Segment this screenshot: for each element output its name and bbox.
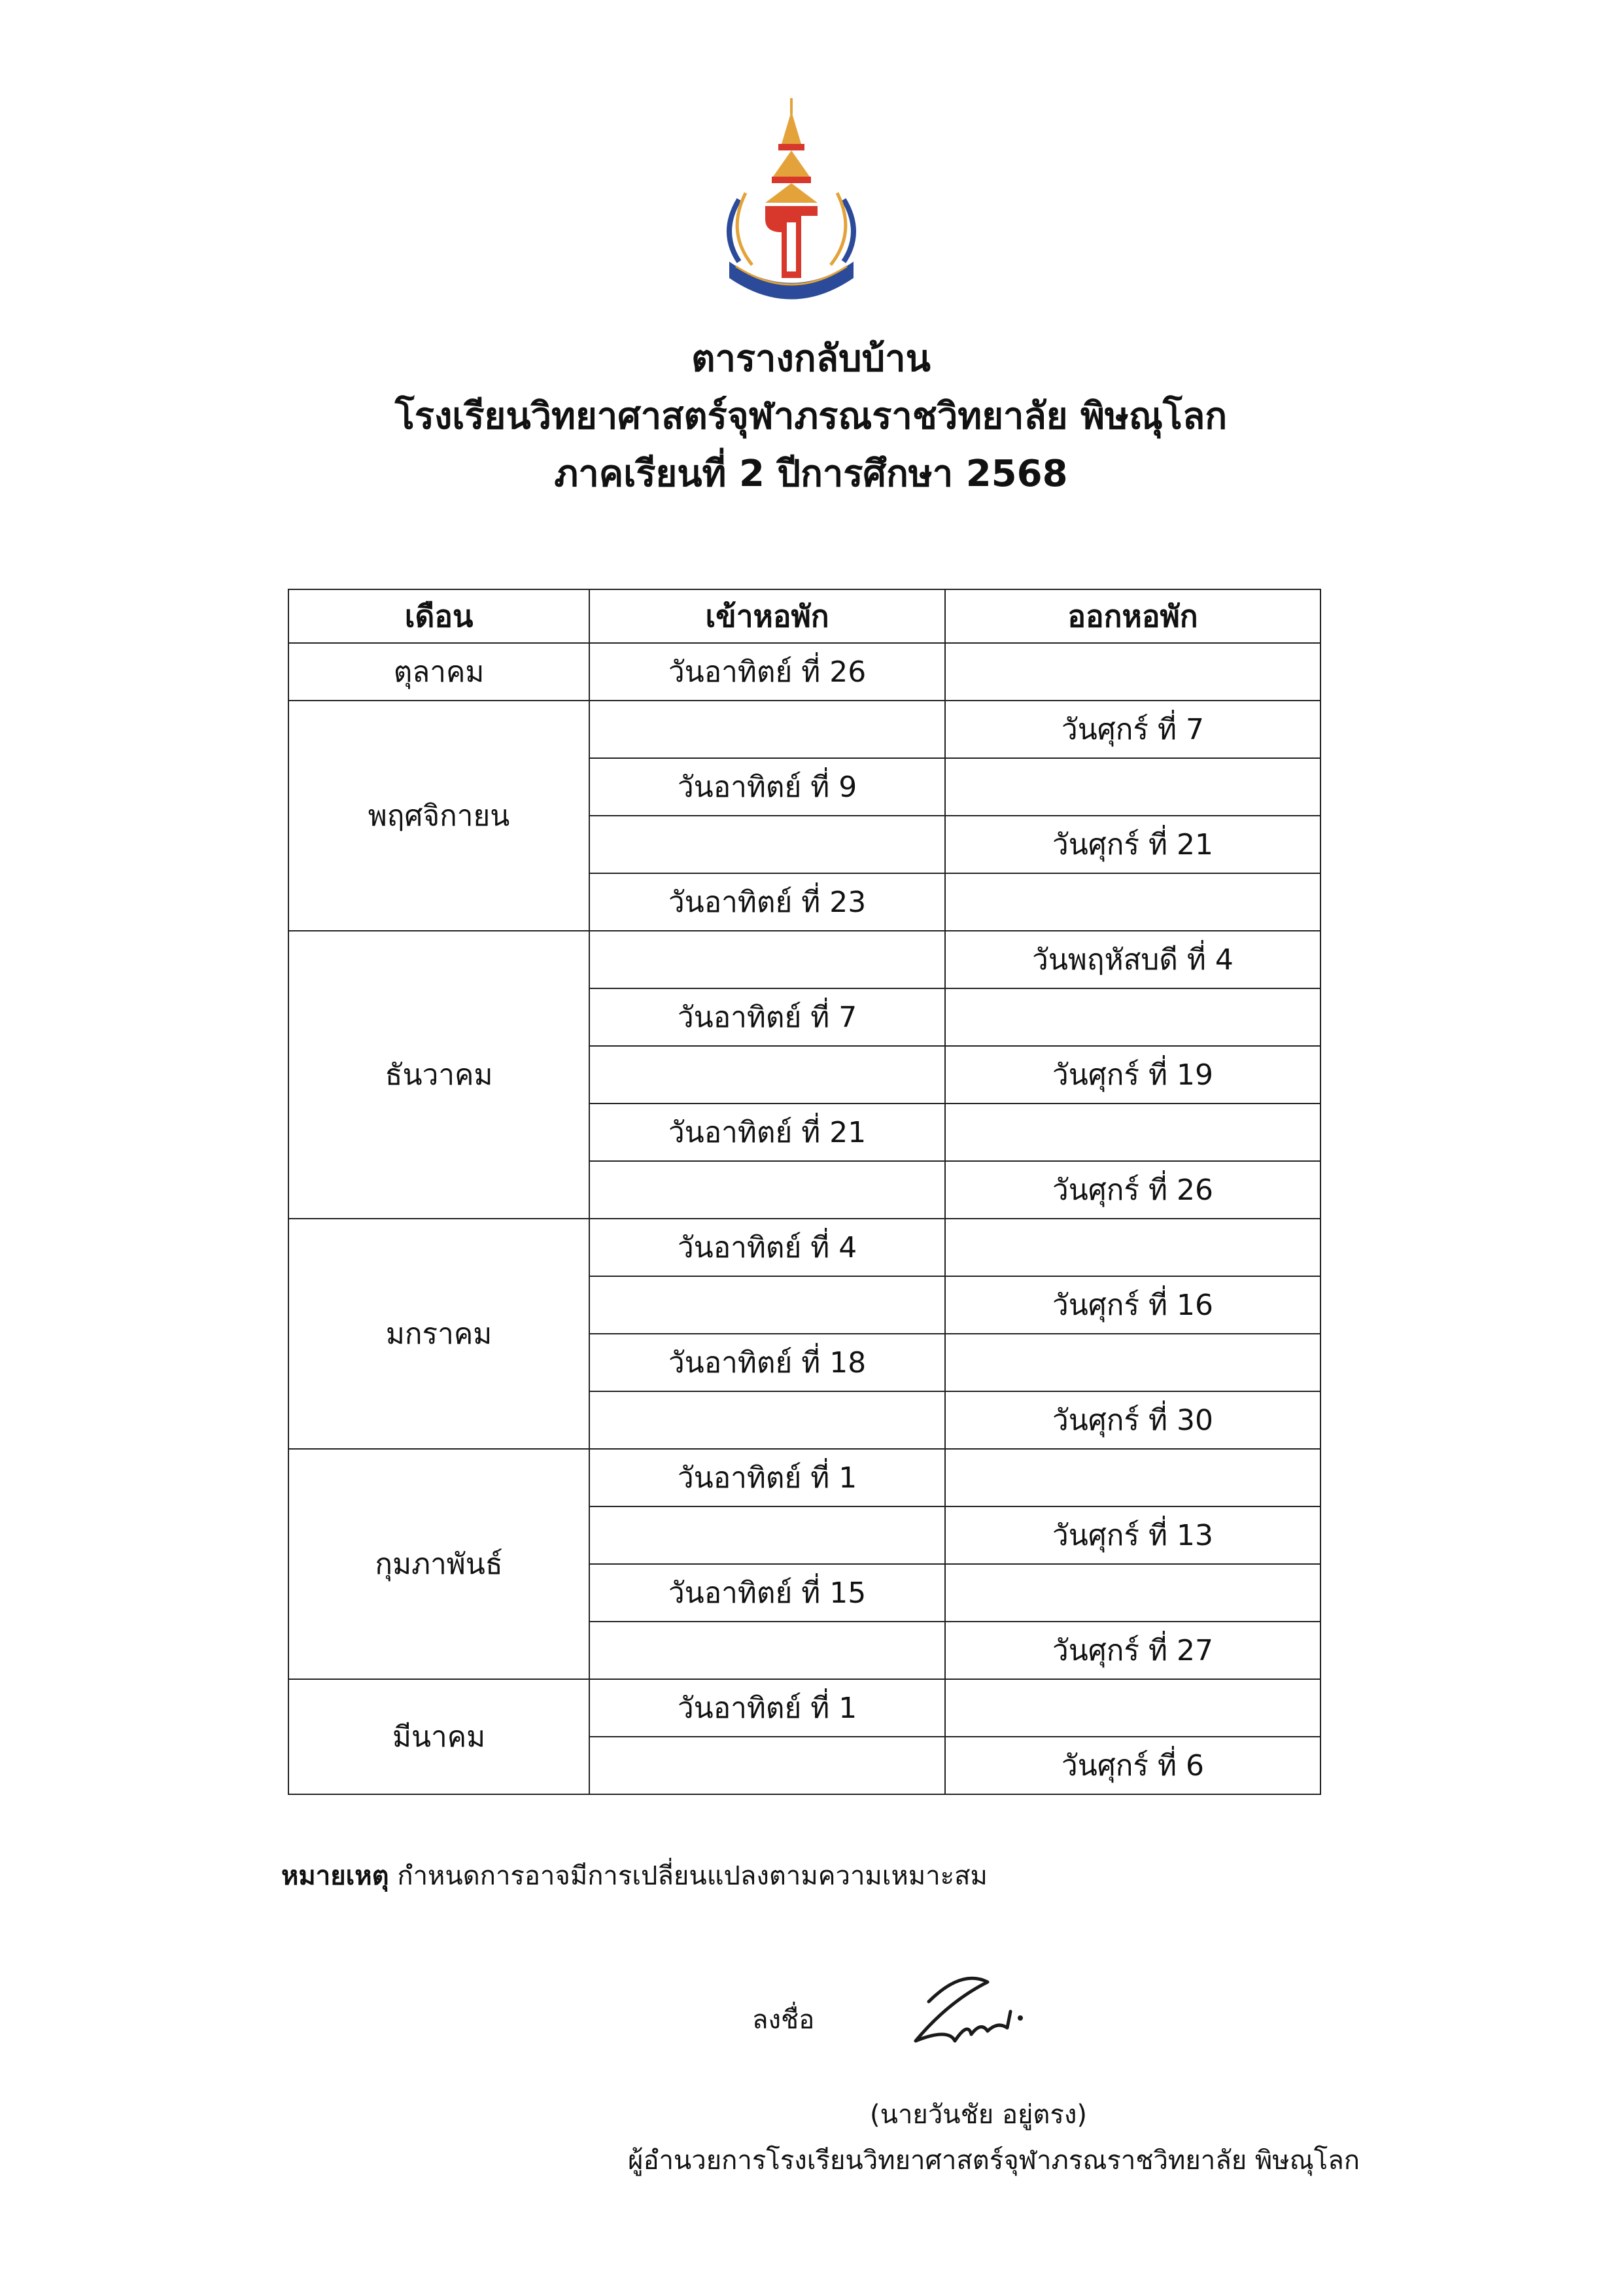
month-cell: พฤศจิกายน (288, 701, 589, 931)
check-in-cell (589, 931, 945, 988)
table-row (288, 643, 1320, 701)
month-cell: กุมภาพันธ์ (288, 1449, 589, 1679)
check-out-cell (945, 1449, 1320, 1506)
check-in-cell (589, 1161, 945, 1219)
month-cell: ธันวาคม (288, 931, 589, 1219)
check-out-cell: วันศุกร์ ที่ 13 (945, 1506, 1320, 1564)
note (281, 1854, 988, 1896)
check-in-cell: วันอาทิตย์ ที่ 4 (589, 1219, 945, 1276)
title-line-2: โรงเรียนวิทยาศาสตร์จุฬาภรณราชวิทยาลัย พิษณุโลก (394, 395, 1228, 438)
check-in-cell (589, 1046, 945, 1104)
check-out-cell (945, 1104, 1320, 1161)
check-out-cell (945, 643, 1320, 701)
month-cell: มกราคม (288, 1219, 589, 1449)
document-title (0, 330, 1622, 503)
table-row (288, 1679, 1320, 1737)
check-in-cell (589, 1391, 945, 1449)
check-out-cell (945, 1334, 1320, 1391)
check-out-cell: วันพฤหัสบดี ที่ 4 (945, 931, 1320, 988)
check-in-cell (589, 1622, 945, 1679)
check-out-cell (945, 1679, 1320, 1737)
check-in-cell: วันอาทิตย์ ที่ 7 (589, 988, 945, 1046)
check-out-cell: วันศุกร์ ที่ 21 (945, 816, 1320, 873)
schedule-body (288, 643, 1320, 1794)
check-out-cell (945, 758, 1320, 816)
table-row (288, 701, 1320, 758)
schedule-table (288, 589, 1321, 1795)
signer-name: (นายวันชัย อยู่ตรง) (870, 2100, 1088, 2130)
column-header-month: เดือน (288, 589, 589, 643)
table-row (288, 931, 1320, 988)
column-header-check-in: เข้าหอพัก (589, 589, 945, 643)
check-in-cell (589, 1737, 945, 1794)
check-out-cell: วันศุกร์ ที่ 16 (945, 1276, 1320, 1334)
table-row (288, 1219, 1320, 1276)
check-in-cell: วันอาทิตย์ ที่ 15 (589, 1564, 945, 1622)
table-header-row (288, 589, 1320, 643)
check-out-cell: วันศุกร์ ที่ 19 (945, 1046, 1320, 1104)
month-cell: ตุลาคม (288, 643, 589, 701)
signer-position: ผู้อำนวยการโรงเรียนวิทยาศาสตร์จุฬาภรณราชวิทยาลัย พิษณุโลก (628, 2146, 1360, 2176)
check-in-cell (589, 1276, 945, 1334)
note-label: หมายเหตุ (281, 1861, 389, 1891)
check-in-cell: วันอาทิตย์ ที่ 26 (589, 643, 945, 701)
check-out-cell (945, 1564, 1320, 1622)
check-out-cell (945, 873, 1320, 931)
check-in-cell: วันอาทิตย์ ที่ 23 (589, 873, 945, 931)
check-out-cell (945, 1219, 1320, 1276)
check-in-cell: วันอาทิตย์ ที่ 9 (589, 758, 945, 816)
check-out-cell: วันศุกร์ ที่ 6 (945, 1737, 1320, 1794)
school-emblem-logo (713, 95, 870, 317)
month-cell: มีนาคม (288, 1679, 589, 1794)
handwritten-signature (889, 1962, 1046, 2080)
check-out-cell (945, 988, 1320, 1046)
check-in-cell: วันอาทิตย์ ที่ 1 (589, 1679, 945, 1737)
check-out-cell: วันศุกร์ ที่ 26 (945, 1161, 1320, 1219)
check-out-cell: วันศุกร์ ที่ 7 (945, 701, 1320, 758)
column-header-check-out: ออกหอพัก (945, 589, 1320, 643)
check-out-cell: วันศุกร์ ที่ 27 (945, 1622, 1320, 1679)
check-in-cell: วันอาทิตย์ ที่ 18 (589, 1334, 945, 1391)
title-line-1: ตารางกลับบ้าน (691, 338, 931, 380)
check-in-cell (589, 701, 945, 758)
check-out-cell: วันศุกร์ ที่ 30 (945, 1391, 1320, 1449)
table-row (288, 1449, 1320, 1506)
title-line-3: ภาคเรียนที่ 2 ปีการศึกษา 2568 (554, 453, 1068, 495)
check-in-cell (589, 816, 945, 873)
check-in-cell: วันอาทิตย์ ที่ 1 (589, 1449, 945, 1506)
note-text: กำหนดการอาจมีการเปลี่ยนแปลงตามความเหมาะสม (397, 1861, 988, 1891)
signature-label: ลงชื่อ (752, 2005, 815, 2035)
check-in-cell (589, 1506, 945, 1564)
check-in-cell: วันอาทิตย์ ที่ 21 (589, 1104, 945, 1161)
